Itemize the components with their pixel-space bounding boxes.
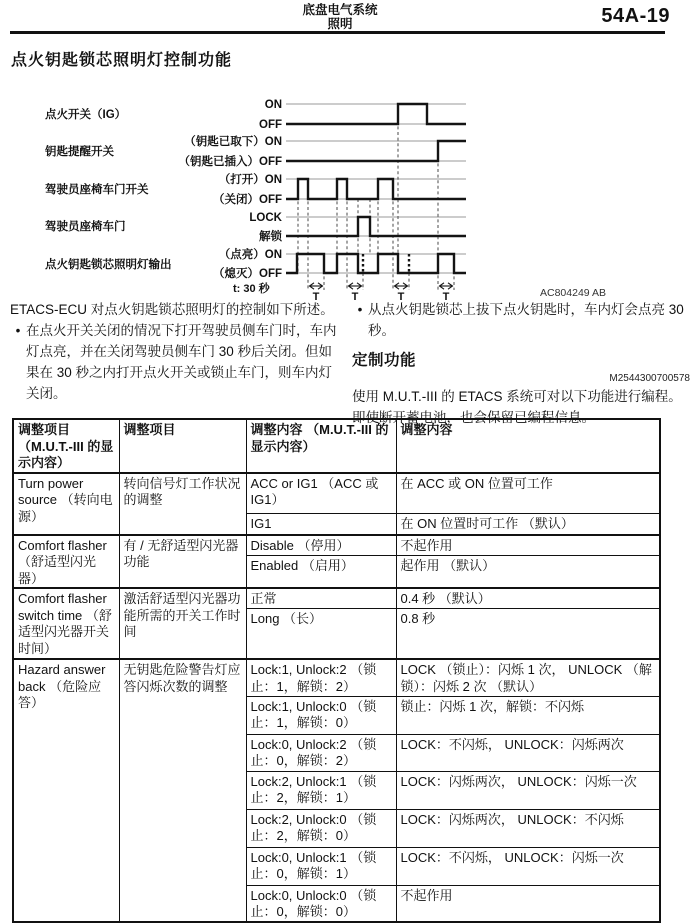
level-label: （点亮）ON: [218, 249, 282, 261]
cell-result: LOCK：闪烁两次， UNLOCK：闪烁一次: [396, 771, 660, 809]
cell-option: ACC or IG1 （ACC 或 IG1）: [246, 473, 396, 514]
table-row: [13, 473, 660, 514]
adjustment-table: [12, 418, 661, 923]
table-header-row: [13, 419, 660, 473]
cell-option: Lock:0, Unlock:1 （锁止：0，解锁：1）: [246, 847, 396, 885]
cell-option: Lock:1, Unlock:0 （锁止：1，解锁：0）: [246, 696, 396, 734]
table-row: [13, 535, 660, 556]
col-header-content: 调整内容: [396, 419, 660, 473]
custom-function-heading: 定制功能: [352, 352, 417, 369]
level-label: （关闭）OFF: [213, 194, 282, 206]
level-label: （钥匙已取下）ON: [184, 136, 282, 148]
cell-item: Turn power source （转向电源）: [13, 473, 119, 535]
cell-option: Long （长）: [246, 608, 396, 659]
chapter-title-line2: 照明: [327, 17, 353, 31]
cell-result: 锁止：闪烁 1 次，解锁：不闪烁: [396, 696, 660, 734]
bullet-icon: •: [15, 323, 21, 338]
signal-label-ignition: 点火开关（IG）: [45, 109, 127, 121]
cell-option: Lock:0, Unlock:0 （锁止：0，解锁：0）: [246, 885, 396, 922]
table-row: [13, 588, 660, 608]
cell-option: Lock:0, Unlock:2 （锁止：0，解锁：2）: [246, 734, 396, 771]
signal-label-door-lock: 驾驶员座椅车门: [45, 221, 126, 233]
intro-bullet-left: [10, 320, 344, 404]
cell-item: Comfort flasher switch time （舒适型闪光器开关时间）: [13, 588, 119, 659]
page-header: [0, 0, 700, 34]
intro-right-column: [352, 299, 690, 428]
level-label: 解锁: [259, 231, 282, 243]
cell-option: Lock:2, Unlock:1 （锁止：2，解锁：1）: [246, 771, 396, 809]
cell-item: Comfort flasher （舒适型闪光器）: [13, 535, 119, 589]
cell-result: 0.4 秒 （默认）: [396, 588, 660, 608]
wave-lamp-output: [286, 254, 466, 273]
interval-label: T: [312, 291, 320, 303]
cell-option: Lock:2, Unlock:0 （锁止：2，解锁：0）: [246, 809, 396, 847]
interval-label: T: [351, 291, 359, 303]
level-label: （熄灭）OFF: [213, 268, 282, 280]
cell-result: LOCK：不闪烁， UNLOCK：闪烁两次: [396, 734, 660, 771]
cell-option: Enabled （启用）: [246, 556, 396, 588]
waveforms: [286, 104, 466, 273]
wave-driver-door-switch: [286, 179, 466, 199]
timing-diagram: [0, 92, 700, 307]
intro-bullet-left-text: 在点火开关关闭的情况下打开驾驶员侧车门时，车内灯点亮，并在关闭驾驶员侧车门 30 秒后关闭。但如果在 30 秒之内打开点火开关或锁止车门，则车内灯关闭。: [26, 323, 337, 401]
level-label: LOCK: [249, 212, 282, 224]
cell-option: IG1: [246, 514, 396, 535]
level-label: （打开）ON: [218, 174, 282, 186]
signal-label-lamp-output: 点火钥匙锁芯照明灯输出: [45, 259, 172, 271]
page-number: 54A-19: [601, 5, 670, 27]
doc-code: M2544300700578: [609, 373, 690, 384]
cell-result: 在 ON 位置时可工作 （默认）: [396, 514, 660, 535]
level-reference-lines: [286, 104, 466, 273]
col-header-item-mut: 调整项目（M.U.T.-III 的显示内容）: [13, 419, 119, 473]
cell-result: LOCK：闪烁两次， UNLOCK：不闪烁: [396, 809, 660, 847]
cell-result: LOCK：不闪烁， UNLOCK：闪烁一次: [396, 847, 660, 885]
interval-label: T: [442, 291, 450, 303]
intro-left-column: [10, 299, 344, 404]
dashed-guides: [298, 104, 454, 290]
level-label: （钥匙已插入）OFF: [178, 156, 282, 168]
time-note: t: 30 秒: [233, 283, 270, 295]
chapter-title: [0, 3, 680, 31]
cell-result: 不起作用: [396, 535, 660, 556]
cell-result: LOCK （锁止）：闪烁 1 次， UNLOCK （解锁）：闪烁 2 次 （默认）: [396, 659, 660, 696]
col-header-content-mut: 调整内容 （M.U.T.-III 的显示内容）: [246, 419, 396, 473]
figure-code: AC804249 AB: [540, 287, 606, 299]
cell-option: 正常: [246, 588, 396, 608]
signal-label-key-reminder: 钥匙提醒开关: [45, 146, 114, 158]
table-row: [13, 659, 660, 696]
intro-lead: ETACS-ECU 对点火钥匙锁芯照明灯的控制如下所述。: [10, 302, 334, 317]
section-title: 点火钥匙锁芯照明灯控制功能: [11, 52, 233, 69]
cell-option: Disable （停用）: [246, 535, 396, 556]
level-label: ON: [264, 99, 282, 111]
cell-result: 在 ACC 或 ON 位置可工作: [396, 473, 660, 514]
cell-desc: 转向信号灯工作状况的调整: [119, 473, 246, 535]
cell-desc: 有 / 无舒适型闪光器功能: [119, 535, 246, 589]
cell-item: Hazard answer back （危险应答）: [13, 659, 119, 922]
custom-function-body: 使用 M.U.T.-III 的 ETACS 系统可对以下功能进行编程。即使断开蓄电池，也会保留已编程信息。: [352, 389, 682, 425]
cell-option: Lock:1, Unlock:2 （锁止：1，解锁：2）: [246, 659, 396, 696]
wave-key-reminder-switch: [286, 141, 466, 161]
signal-labels: [45, 107, 172, 271]
cell-result: 起作用 （默认）: [396, 556, 660, 588]
level-labels: [179, 99, 283, 280]
col-header-item: 调整项目: [119, 419, 246, 473]
intro-bullet-right: [352, 299, 690, 341]
cell-result: 0.8 秒: [396, 608, 660, 659]
signal-label-door-switch: 驾驶员座椅车门开关: [45, 184, 149, 196]
bullet-icon: •: [357, 302, 363, 317]
intro-bullet-right-text: 从点火钥匙锁芯上拔下点火钥匙时，车内灯会点亮 30 秒。: [368, 302, 684, 338]
header-rule: [10, 31, 665, 34]
wave-driver-door-lock: [286, 217, 466, 236]
cell-result: 不起作用: [396, 885, 660, 922]
interval-label: T: [397, 291, 405, 303]
wave-ignition-switch: [286, 104, 466, 124]
cell-desc: 无钥匙危险警告灯应答闪烁次数的调整: [119, 659, 246, 922]
cell-desc: 激活舒适型闪光器功能所需的开关工作时间: [119, 588, 246, 659]
chapter-title-line1: 底盘电气系统: [302, 3, 378, 17]
level-label: OFF: [259, 119, 282, 131]
